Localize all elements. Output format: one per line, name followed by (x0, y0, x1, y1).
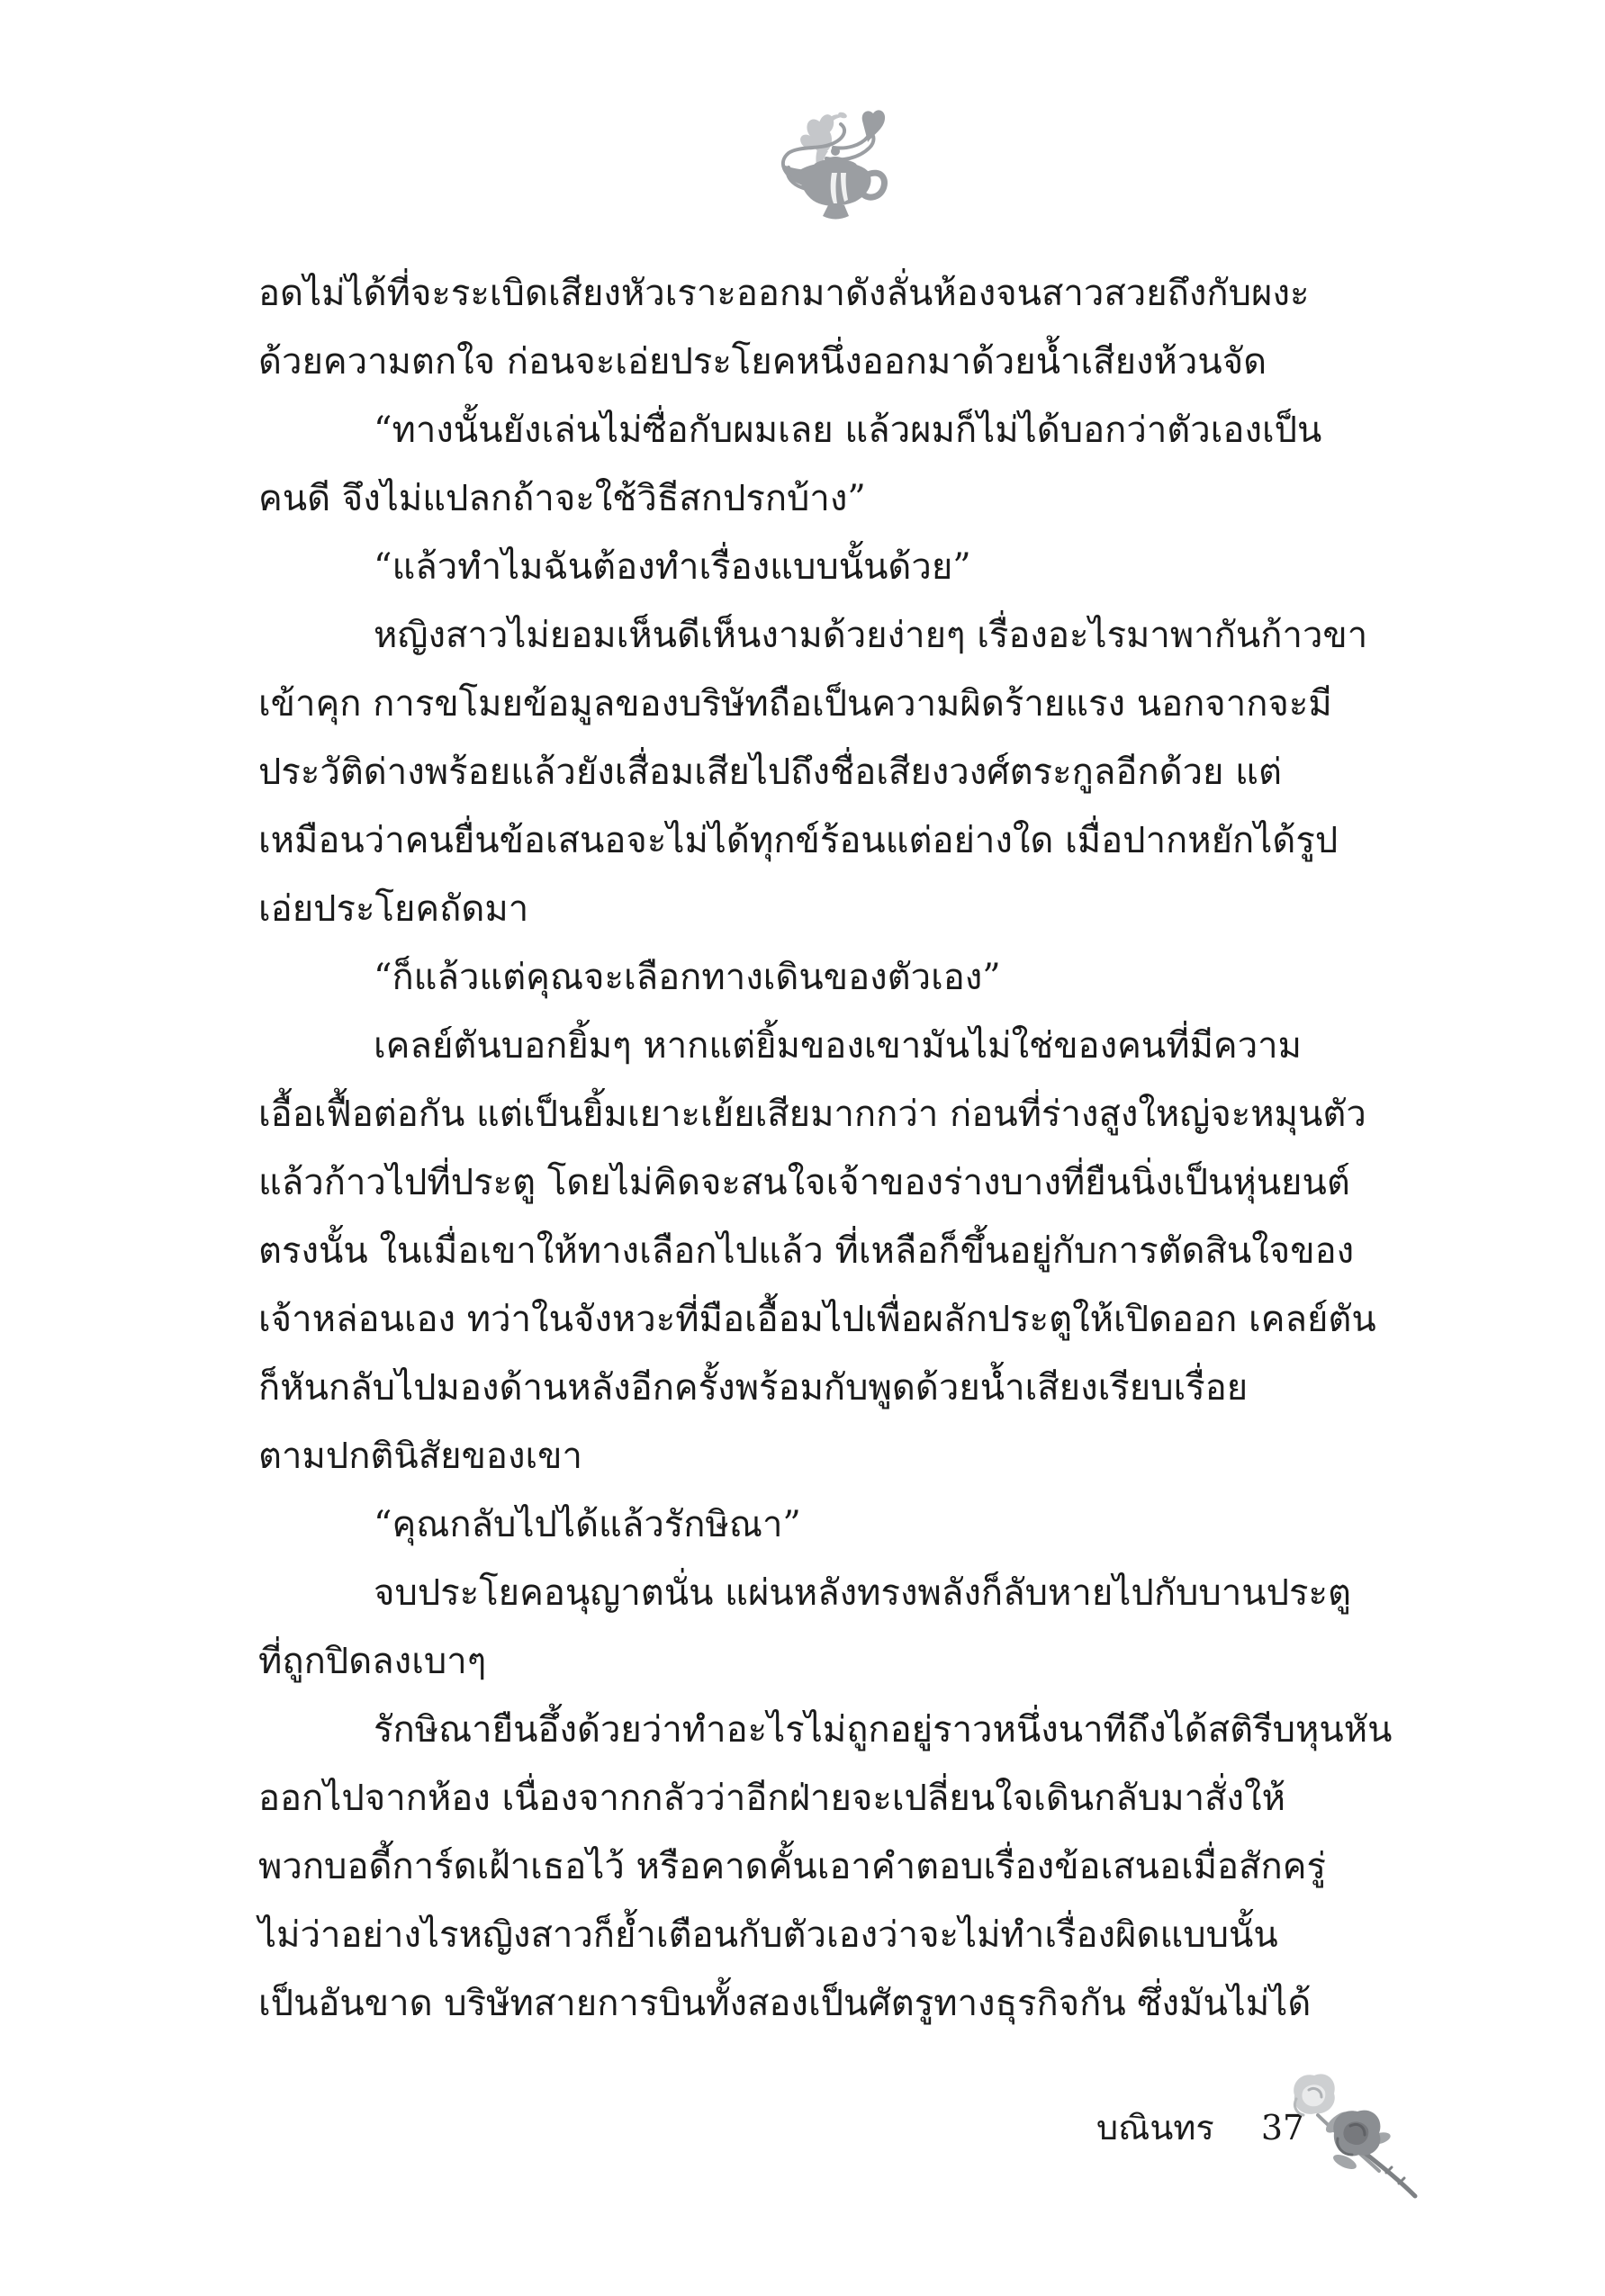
text-line: ด้วยความตกใจ ก่อนจะเอ่ยประโยคหนึ่งออกมาด้วยน้ำเสียงห้วนจัด (258, 341, 1267, 383)
genie-lamp-ornament-icon (776, 106, 895, 225)
book-title: บณินทร (1096, 2108, 1214, 2147)
text-line: เหมือนว่าคนยื่นข้อเสนอจะไม่ได้ทุกข์ร้อนแต่อย่างใด เมื่อปากหยักได้รูป (258, 820, 1339, 861)
rose-stem-shape (1365, 2153, 1415, 2196)
text-line: เอื้อเฟื้อต่อกัน แต่เป็นยิ้มเยาะเย้ยเสียมากกว่า ก่อนที่ร่างสูงใหญ่จะหมุนตัว (258, 1094, 1366, 1135)
text-line: แล้วก้าวไปที่ประตู โดยไม่คิดจะสนใจเจ้าของร่างบางที่ยืนนิ่งเป็นหุ่นยนต์ (258, 1162, 1350, 1203)
page-number: 37 (1260, 2108, 1305, 2147)
text-line: “ทางนั้นยังเล่นไม่ซื่อกับผมเลย แล้วผมก็ไม่ได้บอกว่าตัวเองเป็น (374, 410, 1322, 451)
page-footer (1096, 2104, 1304, 2151)
text-line: เข้าคุก การขโมยข้อมูลของบริษัทถือเป็นความผิดร้ายแรง นอกจากจะมี (258, 683, 1332, 725)
text-line: “คุณกลับไปได้แล้วรักษิณา” (374, 1504, 801, 1545)
page-text-block (258, 259, 1403, 2038)
text-line: ไม่ว่าอย่างไรหญิงสาวก็ย้ำเตือนกับตัวเองว่าจะไม่ทำเรื่องผิดแบบนั้น (258, 1914, 1278, 1956)
text-line: ออกไปจากห้อง เนื่องจากกลัวว่าอีกฝ่ายจะเปลี่ยนใจเดินกลับมาสั่งให้ (258, 1778, 1285, 1819)
text-line: ก็หันกลับไปมองด้านหลังอีกครั้งพร้อมกับพูดด้วยน้ำเสียงเรียบเรื่อย (258, 1367, 1249, 1409)
text-line: รักษิณายืนอึ้งด้วยว่าทำอะไรไม่ถูกอยู่ราวหนึ่งนาทีถึงได้สติรีบหุนหัน (374, 1709, 1393, 1751)
text-line: คนดี จึงไม่แปลกถ้าจะใช้วิธีสกปรกบ้าง” (258, 478, 866, 519)
text-line: ตามปกตินิสัยของเขา (258, 1436, 582, 1477)
light-rose-shape (1294, 2074, 1335, 2115)
text-line: หญิงสาวไม่ยอมเห็นดีเห็นงามด้วยง่ายๆ เรื่องอะไรมาพากันก้าวขา (374, 615, 1368, 656)
text-line: “ก็แล้วแต่คุณจะเลือกทางเดินของตัวเอง” (374, 957, 1001, 998)
text-line: อดไม่ได้ที่จะระเบิดเสียงหัวเราะออกมาดังลั่นห้องจนสาวสวยถึงกับผงะ (258, 273, 1310, 314)
text-line: เจ้าหล่อนเอง ทว่าในจังหวะที่มือเอื้อมไปเพื่อผลักประตูให้เปิดออก เคลย์ตัน (258, 1299, 1376, 1340)
text-line: “แล้วทำไมฉันต้องทำเรื่องแบบนั้นด้วย” (374, 546, 971, 588)
text-line: ที่ถูกปิดลงเบาๆ (258, 1641, 487, 1682)
roses-icon (1278, 2063, 1424, 2203)
text-line: เคลย์ตันบอกยิ้มๆ หากแต่ยิ้มของเขามันไม่ใช่ของคนที่มีความ (374, 1025, 1302, 1067)
text-line: จบประโยคอนุญาตนั่น แผ่นหลังทรงพลังก็ลับหายไปกับบานประตู (374, 1572, 1351, 1614)
text-line: พวกบอดี้การ์ดเฝ้าเธอไว้ หรือคาดคั้นเอาคำตอบเรื่องข้อเสนอเมื่อสักครู่ (258, 1846, 1326, 1887)
text-line: ตรงนั้น ในเมื่อเขาให้ทางเลือกไปแล้ว ที่เหลือก็ขึ้นอยู่กับการตัดสินใจของ (258, 1230, 1355, 1272)
dark-rose-shape (1333, 2111, 1380, 2156)
text-line: ประวัติด่างพร้อยแล้วยังเสื่อมเสียไปถึงชื่อเสียงวงศ์ตระกูลอีกด้วย แต่ (258, 752, 1282, 793)
text-line: เอ่ยประโยคถัดมา (258, 888, 529, 930)
text-line: เป็นอันขาด บริษัทสายการบินทั้งสองเป็นศัตรูทางธุรกิจกัน ซึ่งมันไม่ได้ (258, 1983, 1312, 2024)
